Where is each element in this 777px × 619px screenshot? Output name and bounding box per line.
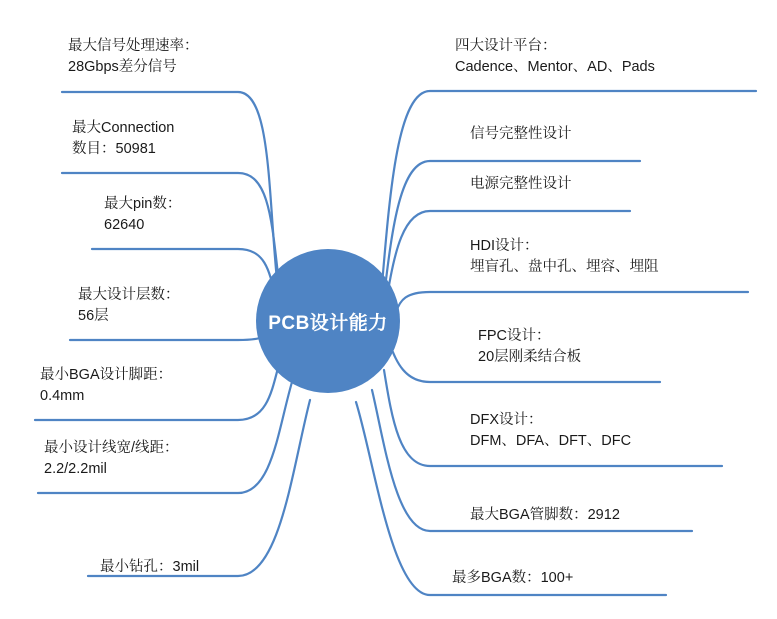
node-right-6-line-2: DFM、DFA、DFT、DFC (470, 433, 632, 450)
node-left-3-line-2: 62640 (104, 217, 145, 234)
node-left-2-line-1: 最大Connection (72, 120, 175, 136)
node-right-3[interactable] (470, 174, 572, 195)
node-right-5-line-1: FPC设计： (478, 328, 551, 344)
node-right-4[interactable] (470, 236, 659, 278)
center-node-label: PCB设计能力 (268, 312, 388, 334)
node-left-2[interactable] (72, 118, 174, 160)
node-left-4[interactable] (78, 285, 180, 327)
center-node[interactable] (257, 250, 399, 392)
node-left-6-line-1: 最小设计线宽/线距： (44, 440, 179, 456)
node-right-7-line-1: 最大BGA管脚数：2912 (470, 507, 620, 523)
node-right-1-line-2: Cadence、Mentor、AD、Pads (455, 59, 655, 76)
node-left-3-line-1: 最大pin数： (104, 196, 182, 212)
node-left-2-line-2: 数目：50981 (72, 141, 156, 158)
node-left-4-line-1: 最大设计层数： (78, 287, 180, 303)
node-right-3-line-1: 电源完整性设计 (470, 176, 572, 192)
connector-left-4 (70, 330, 268, 340)
node-right-4-line-1: HDI设计： (470, 238, 539, 254)
node-left-3[interactable] (104, 194, 181, 236)
node-right-2[interactable] (470, 124, 572, 145)
node-left-4-line-2: 56层 (78, 308, 109, 325)
node-left-6[interactable] (44, 438, 179, 480)
node-left-5-line-1: 最小BGA设计脚距： (40, 367, 173, 383)
node-right-1[interactable] (455, 36, 655, 78)
node-left-7-line-1: 最小钻孔：3mil (100, 559, 200, 575)
node-right-5[interactable] (478, 326, 581, 368)
node-left-7[interactable] (100, 557, 199, 578)
node-right-5-line-2: 20层刚柔结合板 (478, 349, 582, 366)
node-left-1-line-2: 28Gbps差分信号 (68, 59, 177, 76)
connector-left-2 (62, 173, 281, 300)
node-right-1-line-1: 四大设计平台： (455, 38, 557, 54)
connector-left-7 (88, 400, 310, 576)
node-right-8-line-1: 最多BGA数：100+ (452, 570, 574, 586)
node-left-5-line-2: 0.4mm (40, 388, 85, 405)
node-right-6[interactable] (470, 410, 631, 452)
connector-right-4 (396, 292, 748, 312)
node-right-8[interactable] (452, 568, 573, 589)
node-left-1-line-1: 最大信号处理速率： (68, 38, 199, 54)
node-left-6-line-2: 2.2/2.2mil (44, 461, 107, 478)
node-right-2-line-1: 信号完整性设计 (470, 126, 572, 142)
node-left-5[interactable] (40, 365, 172, 407)
node-right-4-line-2: 埋盲孔、盘中孔、埋容、埋阻 (470, 259, 659, 276)
node-right-6-line-1: DFX设计： (470, 412, 543, 428)
node-right-7[interactable] (470, 505, 620, 526)
node-left-1[interactable] (68, 36, 199, 78)
